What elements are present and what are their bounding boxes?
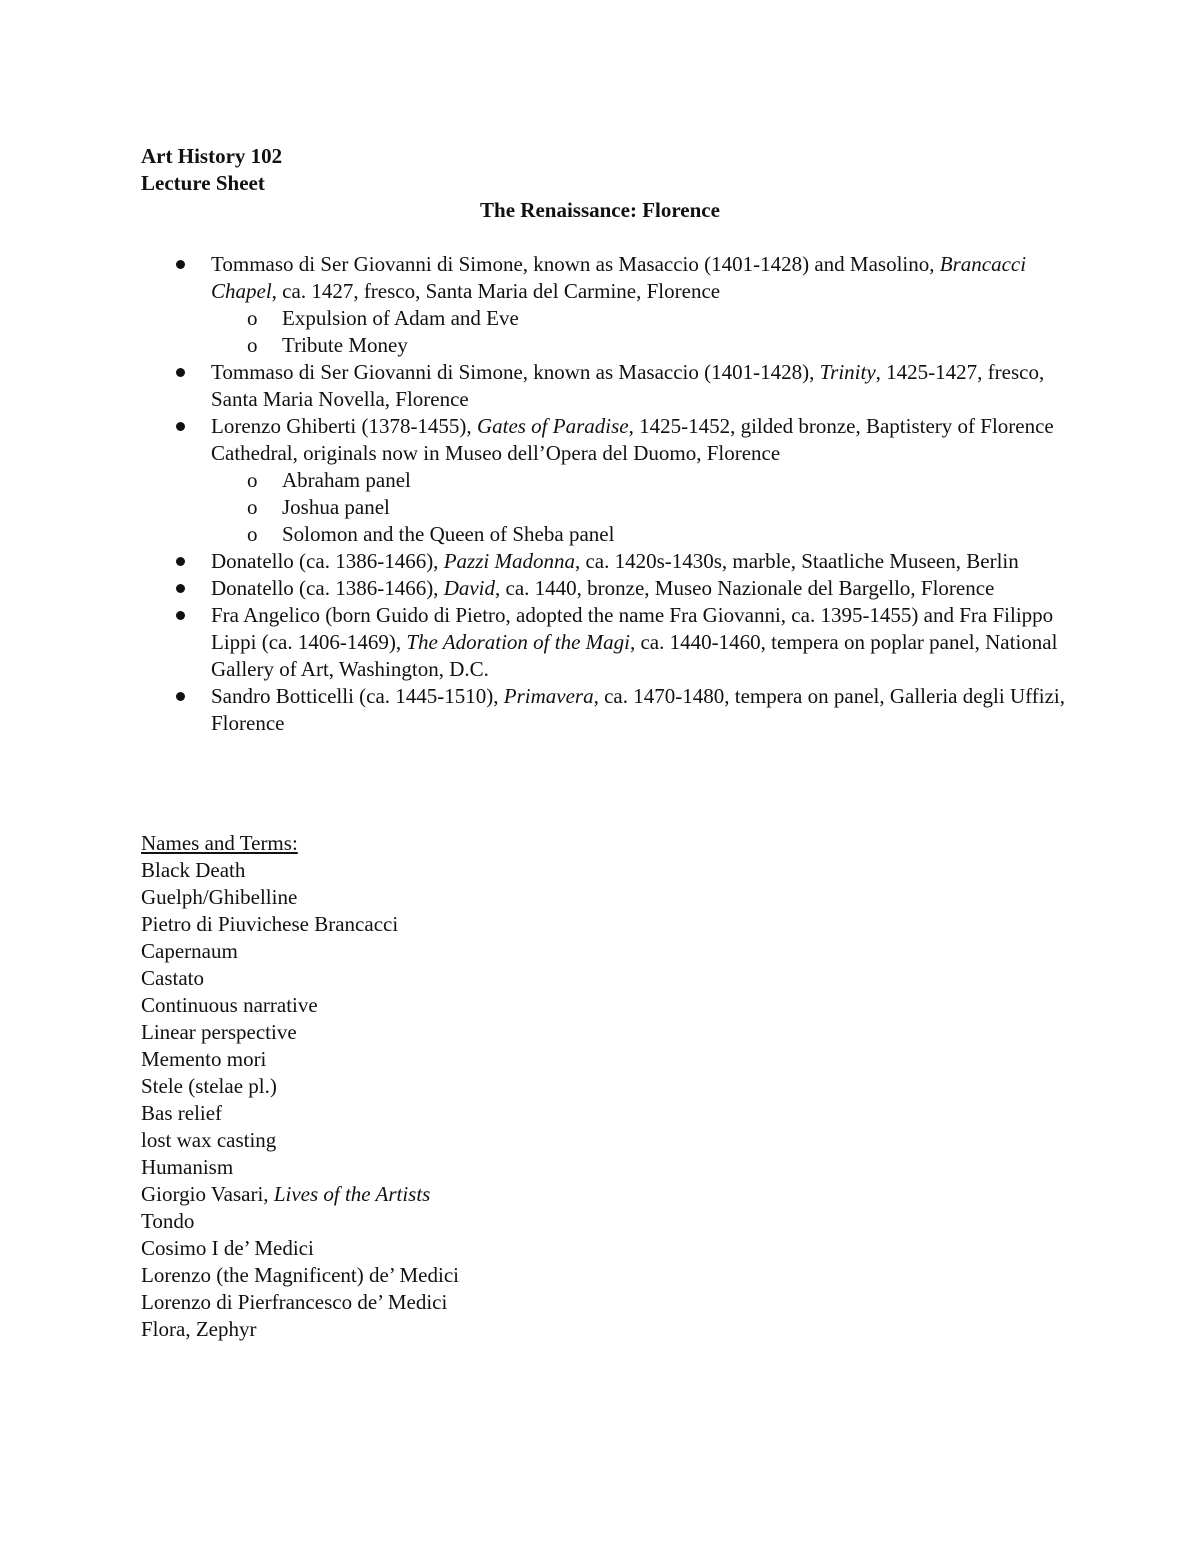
terms-list [141, 857, 459, 1343]
terms-heading: Names and Terms: [141, 831, 298, 855]
term-item [141, 1019, 459, 1046]
term-item [141, 857, 459, 884]
bullet-icon [176, 692, 185, 701]
entry-details: , ca. 1440-1460, tempera on poplar panel, National Gallery of Art, Washington, D.C. [211, 630, 1058, 681]
term-text: Continuous narrative [141, 993, 318, 1017]
entry-artist: Tommaso di Ser Giovanni di Simone, known as Masaccio (1401-1428) and Masolino, [211, 252, 940, 276]
course-title: Art History 102 [141, 144, 283, 168]
term-item [141, 884, 459, 911]
term-text: Stele (stelae pl.) [141, 1074, 277, 1098]
sub-item [211, 467, 1071, 494]
term-text: Lorenzo di Pierfrancesco de’ Medici [141, 1290, 448, 1314]
artwork-entry [141, 359, 1071, 413]
bullet-icon [176, 584, 185, 593]
entry-artist: Donatello (ca. 1386-1466), [211, 549, 444, 573]
sub-item [211, 521, 1071, 548]
entry-details: , ca. 1427, fresco, Santa Maria del Carmine, Florence [271, 279, 721, 303]
term-text: Cosimo I de’ Medici [141, 1236, 314, 1260]
entry-details: , ca. 1470-1480, tempera on panel, Galleria degli Uffizi, Florence [211, 684, 1065, 735]
term-text: Capernaum [141, 939, 238, 963]
artwork-entry [141, 548, 1071, 575]
term-item [141, 1289, 459, 1316]
term-text: Lorenzo (the Magnificent) de’ Medici [141, 1263, 459, 1287]
sub-list [211, 467, 1071, 548]
term-item [141, 1208, 459, 1235]
artwork-entry [141, 602, 1071, 683]
sub-marker: o [247, 495, 258, 519]
sub-item-label: Abraham panel [282, 468, 411, 492]
sub-marker: o [247, 333, 258, 357]
term-text: Bas relief [141, 1101, 223, 1125]
term-text: Flora, Zephyr [141, 1317, 257, 1341]
bullet-icon [176, 611, 185, 620]
term-item [141, 1316, 459, 1343]
term-text: Memento mori [141, 1047, 267, 1071]
document-header [141, 143, 282, 197]
term-item [141, 965, 459, 992]
term-text: Pietro di Piuvichese Brancacci [141, 912, 399, 936]
sheet-title: Lecture Sheet [141, 171, 265, 195]
entry-title: Primavera [503, 684, 594, 708]
term-item [141, 938, 459, 965]
artwork-entry [141, 251, 1071, 359]
sub-list [211, 305, 1071, 359]
sub-item-label: Joshua panel [282, 495, 390, 519]
term-item [141, 1235, 459, 1262]
term-item [141, 1154, 459, 1181]
term-item [141, 911, 459, 938]
artwork-entry [141, 413, 1071, 548]
entry-artist: Fra Angelico (born Guido di Pietro, adopted the name Fra Giovanni, ca. 1395-1455) and Fra Filippo Lippi (ca. 1406-1469), [211, 603, 1054, 654]
term-text: Linear perspective [141, 1020, 297, 1044]
entry-artist: Donatello (ca. 1386-1466), [211, 576, 444, 600]
entry-details: , 1425-1427, fresco, Santa Maria Novella, Florence [211, 360, 1045, 411]
entry-title: Gates of Paradise [476, 414, 629, 438]
sub-item [211, 305, 1071, 332]
term-text: Black Death [141, 858, 246, 882]
names-and-terms [141, 830, 459, 1343]
entry-details: , ca. 1420s-1430s, marble, Staatliche Museen, Berlin [574, 549, 1019, 573]
bullet-icon [176, 368, 185, 377]
bullet-icon [176, 422, 185, 431]
term-item [141, 1100, 459, 1127]
term-text: Tondo [141, 1209, 195, 1233]
sub-item-label: Expulsion of Adam and Eve [282, 306, 519, 330]
entry-title: Pazzi Madonna [443, 549, 575, 573]
entry-title: Trinity [819, 360, 876, 384]
sub-item [211, 494, 1071, 521]
artwork-entry [141, 683, 1071, 737]
artwork-entry [141, 575, 1071, 602]
sub-marker: o [247, 522, 258, 546]
sub-item-label: Solomon and the Queen of Sheba panel [282, 522, 615, 546]
term-title: Lives of the Artists [273, 1182, 431, 1206]
bullet-icon [176, 557, 185, 566]
entry-artist: Lorenzo Ghiberti (1378-1455), [211, 414, 477, 438]
term-item [141, 1127, 459, 1154]
entry-title: David [443, 576, 496, 600]
entry-title: Brancacci Chapel [211, 252, 1027, 303]
term-text: Humanism [141, 1155, 234, 1179]
section-title: The Renaissance: Florence [480, 198, 720, 222]
entry-details: , ca. 1440, bronze, Museo Nazionale del Bargello, Florence [495, 576, 995, 600]
sub-marker: o [247, 468, 258, 492]
term-item [141, 1073, 459, 1100]
term-text: Guelph/Ghibelline [141, 885, 298, 909]
term-text: Castato [141, 966, 204, 990]
sub-item-label: Tribute Money [282, 333, 408, 357]
entry-details: , 1425-1452, gilded bronze, Baptistery of Florence Cathedral, originals now in Museo dell’Opera del Duomo, Florence [211, 414, 1054, 465]
term-text: lost wax casting [141, 1128, 277, 1152]
term-item [141, 1262, 459, 1289]
term-item [141, 1181, 459, 1208]
term-item [141, 1046, 459, 1073]
bullet-icon [176, 260, 185, 269]
artwork-list [141, 251, 1071, 737]
entry-title: The Adoration of the Magi [406, 630, 630, 654]
term-text: Giorgio Vasari, [141, 1182, 274, 1206]
entry-artist: Sandro Botticelli (ca. 1445-1510), [211, 684, 504, 708]
entry-artist: Tommaso di Ser Giovanni di Simone, known as Masaccio (1401-1428), [211, 360, 820, 384]
term-item [141, 992, 459, 1019]
sub-marker: o [247, 306, 258, 330]
sub-item [211, 332, 1071, 359]
